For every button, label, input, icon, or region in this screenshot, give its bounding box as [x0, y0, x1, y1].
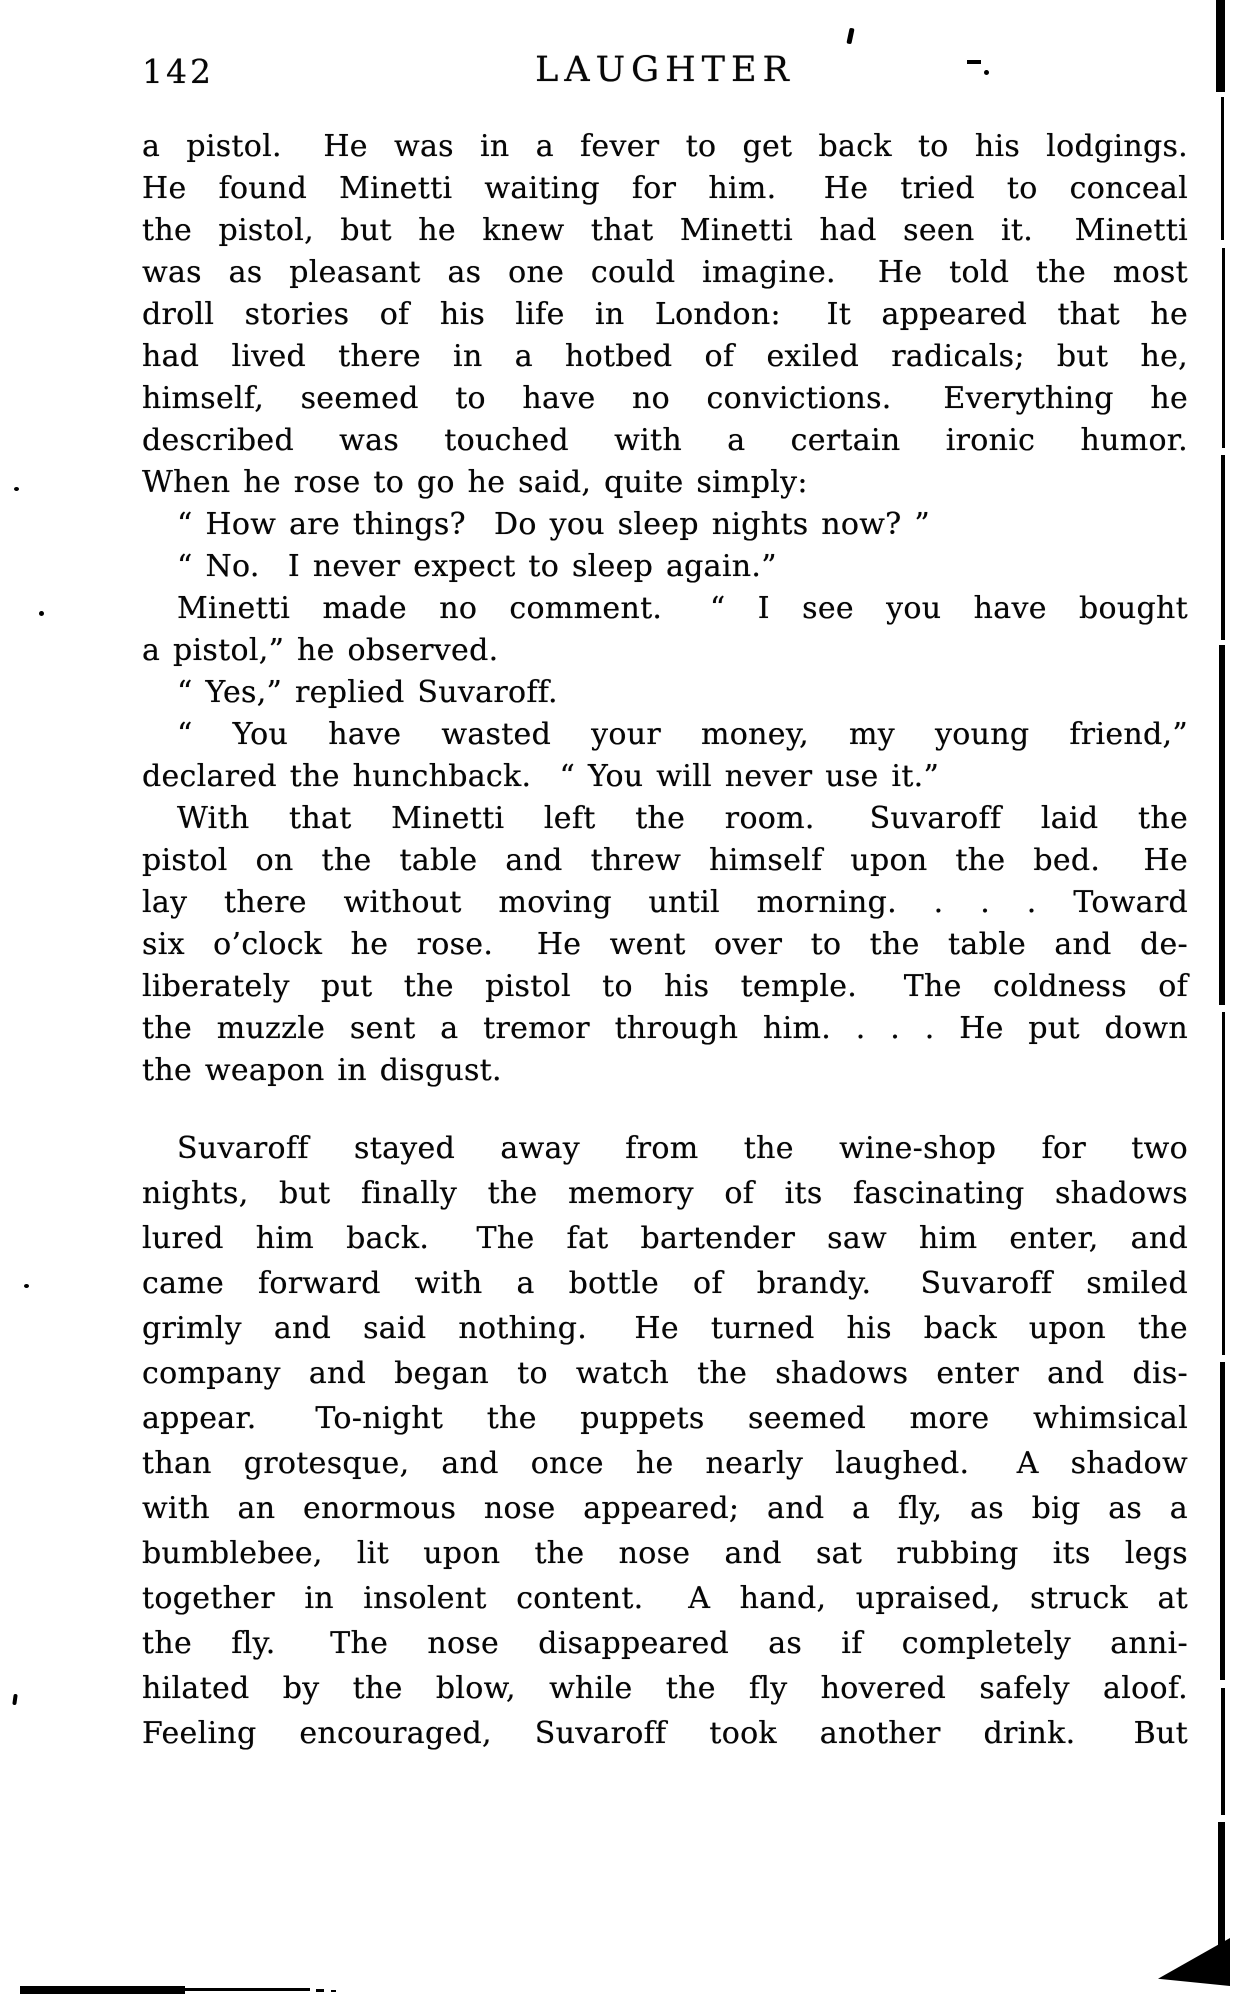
scan-binding-line-segment — [1222, 1012, 1225, 1355]
text-line: “ Yes,” replied Suvaroff. — [177, 675, 558, 710]
text-line: hilated by the blow, while the fly hovered safely aloof. — [142, 1671, 1188, 1706]
body-text — [142, 126, 1188, 1756]
text-line: lured him back. The fat bartender saw him enter, and — [142, 1221, 1188, 1256]
text-line: With that Minetti left the room. Suvaroff laid the — [177, 801, 1188, 836]
text-line: the pistol, but he knew that Minetti had seen it. Minetti — [142, 213, 1188, 248]
text-line: six o’clock he rose. He went over to the table and de- — [142, 927, 1188, 962]
scan-ink-speck — [12, 1694, 17, 1705]
text-line: Feeling encouraged, Suvaroff took another drink. But — [142, 1716, 1188, 1751]
text-line: was as pleasant as one could imagine. He told the most — [142, 255, 1188, 290]
scan-ink-speck — [984, 70, 989, 75]
text-line: the weapon in disgust. — [142, 1053, 502, 1088]
text-line: with an enormous nose appeared; and a fly, as big as a — [142, 1491, 1188, 1526]
text-line: Suvaroff stayed away from the wine-shop for two — [177, 1131, 1188, 1166]
scan-ink-wedge — [1158, 1938, 1230, 1986]
scan-binding-line-segment — [1221, 1688, 1225, 1815]
text-line: himself, seemed to have no convictions. Everything he — [142, 381, 1188, 416]
text-line: droll stories of his life in London: It appeared that he — [142, 297, 1188, 332]
text-line: a pistol,” he observed. — [142, 633, 499, 668]
text-line: described was touched with a certain ironic humor. — [142, 423, 1188, 458]
text-line: “ You have wasted your money, my young friend,” — [177, 717, 1188, 752]
scan-ink-speck — [14, 487, 19, 491]
scan-binding-line-segment — [1218, 1822, 1225, 1950]
text-line: nights, but finally the memory of its fascinating shadows — [142, 1176, 1188, 1211]
scan-bottom-bar — [185, 1988, 310, 1991]
text-line: Minetti made no comment. “ I see you have bought — [177, 591, 1188, 626]
text-section — [142, 1126, 1188, 1756]
text-line: lay there without moving until morning. . . . Toward — [142, 885, 1188, 920]
text-line: appear. To-night the puppets seemed more whimsical — [142, 1401, 1188, 1436]
scan-binding-line-segment — [1222, 248, 1225, 448]
text-line: the fly. The nose disappeared as if completely anni- — [142, 1626, 1188, 1661]
text-line: “ How are things? Do you sleep nights now? ” — [177, 507, 931, 542]
page-header — [142, 50, 1188, 94]
scan-ink-speck — [846, 28, 854, 45]
scan-bottom-bar — [331, 1990, 336, 1992]
scan-binding-line-segment — [1221, 97, 1224, 240]
text-line: had lived there in a hotbed of exiled radicals; but he, — [142, 339, 1188, 374]
scan-binding-line-segment — [1221, 455, 1225, 640]
scan-bottom-bar — [20, 1986, 185, 1994]
text-line: grimly and said nothing. He turned his back upon the — [142, 1311, 1188, 1346]
scan-binding-line-segment — [1220, 1362, 1225, 1680]
scan-ink-speck — [39, 611, 44, 616]
text-line: declared the hunchback. “ You will never use it.” — [142, 759, 940, 794]
text-line: a pistol. He was in a fever to get back to his lodgings. — [142, 129, 1188, 164]
text-line: “ No. I never expect to sleep again.” — [177, 549, 777, 584]
scan-bottom-bar — [316, 1989, 324, 1992]
text-line: When he rose to go he said, quite simply: — [142, 465, 808, 500]
scan-binding-line-segment — [1219, 645, 1225, 1005]
text-line: company and began to watch the shadows enter and dis- — [142, 1356, 1188, 1391]
page-number: 142 — [142, 52, 214, 91]
text-line: He found Minetti waiting for him. He tried to conceal — [142, 171, 1188, 206]
text-line: than grotesque, and once he nearly laughed. A shadow — [142, 1446, 1188, 1481]
text-line: together in insolent content. A hand, upraised, struck at — [142, 1581, 1188, 1616]
text-line: the muzzle sent a tremor through him. . . . He put down — [142, 1011, 1188, 1046]
text-section — [142, 126, 1188, 1092]
scan-ink-speck — [967, 60, 981, 64]
text-line: pistol on the table and threw himself upon the bed. He — [142, 843, 1188, 878]
text-line: came forward with a bottle of brandy. Suvaroff smiled — [142, 1266, 1188, 1301]
scan-binding-line-segment — [1216, 0, 1225, 92]
running-title: LAUGHTER — [535, 50, 795, 90]
scan-ink-speck — [24, 1284, 29, 1288]
text-line: bumblebee, lit upon the nose and sat rubbing its legs — [142, 1536, 1188, 1571]
text-line: liberately put the pistol to his temple. The coldness of — [142, 969, 1188, 1004]
